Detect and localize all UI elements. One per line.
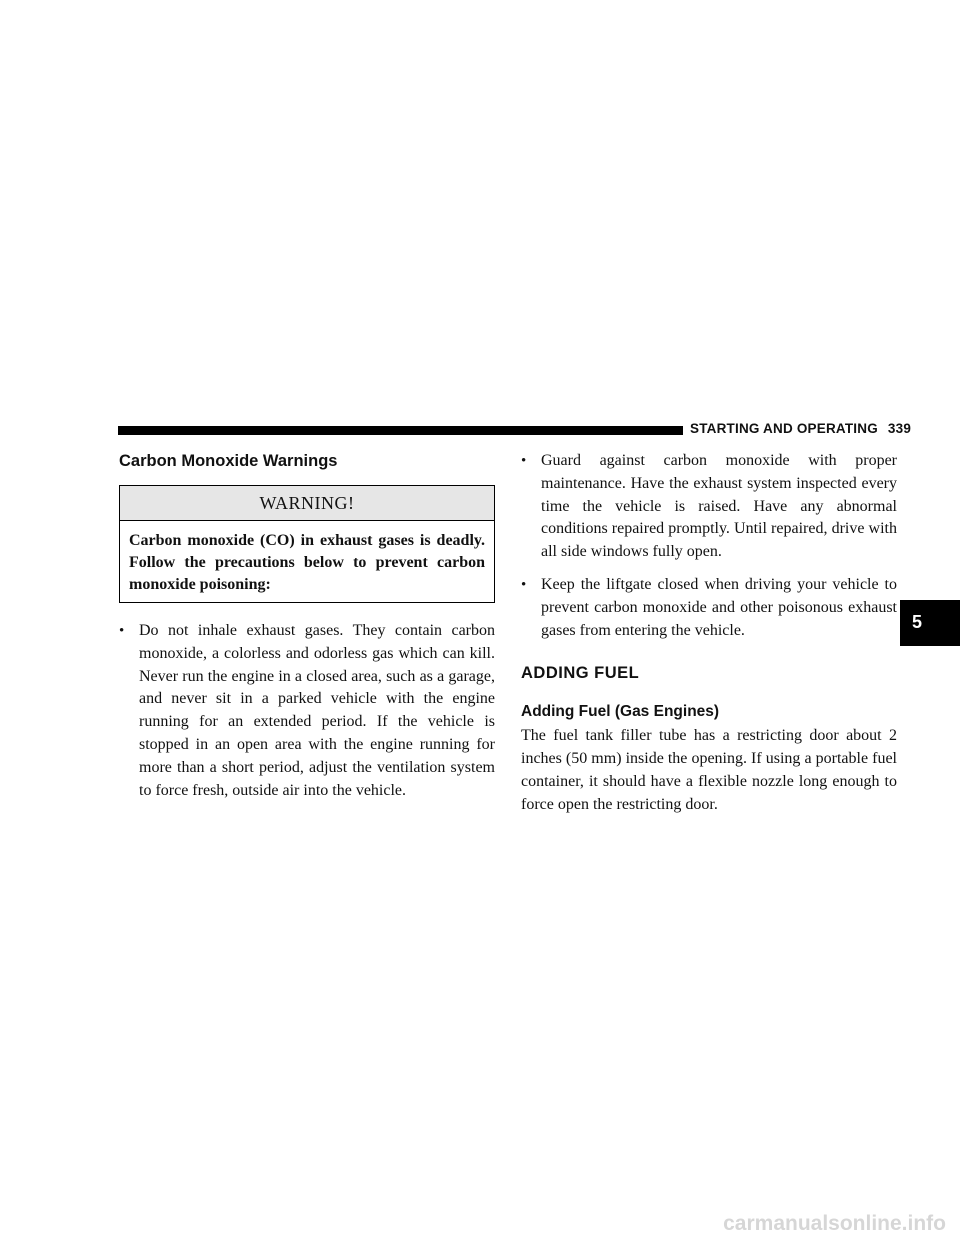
left-column — [119, 450, 495, 812]
watermark: carmanualsonline.info — [723, 1212, 946, 1235]
right-column — [521, 450, 897, 817]
running-header — [690, 421, 911, 436]
fuel-paragraph: The fuel tank filler tube has a restricting door about 2 inches (50 mm) inside the opening. If using a portable fuel container, it should have a flexible nozzle long enough to force open the restricting door. — [521, 727, 897, 813]
carbon-monoxide-heading: Carbon Monoxide Warnings — [119, 452, 338, 470]
header-rule — [118, 426, 683, 435]
bullet-item: • Do not inhale exhaust gases. They contain carbon monoxide, a colorless and odorless gas which can kill. Never run the engine in a closed area, such as a garage, and never sit in a parked vehicle with the engine running for an extended period. If the vehicle is stopped in an open area with the engine running for more than a short period, adjust the ventilation system to force fresh, outside air into the vehicle. — [119, 620, 495, 802]
page-number: 339 — [887, 421, 912, 436]
chapter-number: 5 — [912, 612, 923, 632]
left-bullet-list — [119, 620, 495, 802]
adding-fuel-heading: ADDING FUEL — [521, 664, 640, 683]
header-section-title: STARTING AND OPERATING — [690, 421, 878, 436]
bullet-item: • Keep the liftgate closed when driving your vehicle to prevent carbon monoxide and other poisonous exhaust gases from entering the vehicle. — [521, 574, 897, 642]
warning-box — [119, 485, 495, 603]
bullet-item: • Guard against carbon monoxide with proper maintenance. Have the exhaust system inspected every time the vehicle is raised. Have any abnormal conditions repaired promptly. Until repaired, drive with all side windows fully open. — [521, 450, 897, 564]
right-bullet-list — [521, 450, 897, 642]
chapter-tab — [900, 600, 960, 646]
warning-text: Carbon monoxide (CO) in exhaust gases is deadly. Follow the precautions below to prevent carbon monoxide poisoning: — [129, 532, 485, 593]
warning-title: WARNING! — [120, 486, 494, 521]
gas-engines-subheading: Adding Fuel (Gas Engines) — [521, 703, 720, 721]
